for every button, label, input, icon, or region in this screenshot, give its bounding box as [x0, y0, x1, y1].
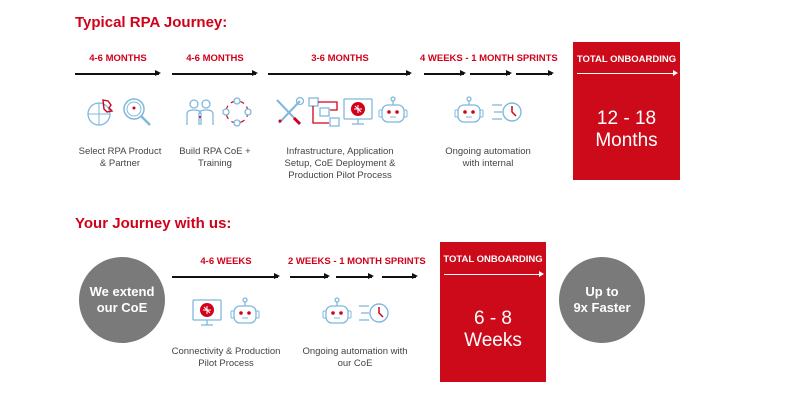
timeline-arrow	[336, 276, 372, 278]
phase-duration: 4-6 MONTHS	[186, 53, 244, 64]
timeline-arrow	[577, 73, 676, 74]
timeline-arrow	[290, 276, 328, 278]
phase-duration: 4-6 MONTHS	[89, 53, 147, 64]
total-onboarding-label: TOTAL ONBOARDING	[443, 254, 543, 265]
faster-circle: Up to 9x Faster	[559, 257, 645, 343]
phase-caption: Build RPA CoE + Training	[179, 146, 251, 169]
monitor-brain-icon	[341, 95, 375, 129]
fast-clock-icon	[357, 296, 391, 330]
your-journey-title: Your Journey with us:	[75, 215, 232, 232]
timeline-arrow	[268, 73, 410, 75]
timeline-arrow	[75, 73, 159, 75]
team-icon	[183, 95, 217, 129]
robot-icon	[228, 296, 262, 330]
timeline-arrow	[516, 73, 552, 75]
globe-puzzle-icon	[84, 95, 118, 129]
tools-icon	[272, 95, 306, 129]
timeline-arrow	[172, 73, 256, 75]
total-onboarding-label: TOTAL ONBOARDING	[576, 54, 677, 65]
robot-icon	[376, 95, 410, 129]
total-onboarding-box	[440, 242, 546, 382]
network-cycle-icon	[220, 95, 254, 129]
typical-journey-title: Typical RPA Journey:	[75, 14, 228, 31]
total-onboarding-value: 12 - 18 Months	[595, 108, 658, 151]
phase-duration: 4 WEEKS - 1 MONTH SPRINTS	[420, 53, 558, 64]
timeline-arrow	[382, 276, 416, 278]
phase-caption: Ongoing automation with our CoE	[302, 346, 408, 369]
phase-caption: Infrastructure, Application Setup, CoE Deployment & Production Pilot Process	[284, 146, 396, 181]
monitor-brain-icon	[190, 296, 224, 330]
phase-caption: Select RPA Product & Partner	[78, 146, 162, 169]
total-onboarding-value: 6 - 8 Weeks	[464, 308, 522, 351]
timeline-arrow	[424, 73, 464, 75]
timeline-arrow	[470, 73, 510, 75]
fast-clock-icon	[490, 95, 524, 129]
phase-caption: Ongoing automation with internal	[445, 146, 531, 169]
timeline-arrow	[172, 276, 278, 278]
robot-icon	[320, 296, 354, 330]
extend-coe-circle: We extend our CoE	[79, 257, 165, 343]
phase-duration: 2 WEEKS - 1 MONTH SPRINTS	[288, 256, 426, 267]
phase-duration: 4-6 WEEKS	[200, 256, 252, 267]
phase-caption: Connectivity & Production Pilot Process	[171, 346, 281, 369]
phase-duration: 3-6 MONTHS	[311, 53, 369, 64]
magnifier-person-icon	[120, 95, 154, 129]
flowchart-icon	[307, 95, 341, 129]
timeline-arrow	[444, 274, 542, 275]
robot-icon	[452, 95, 486, 129]
total-onboarding-box	[573, 42, 680, 180]
